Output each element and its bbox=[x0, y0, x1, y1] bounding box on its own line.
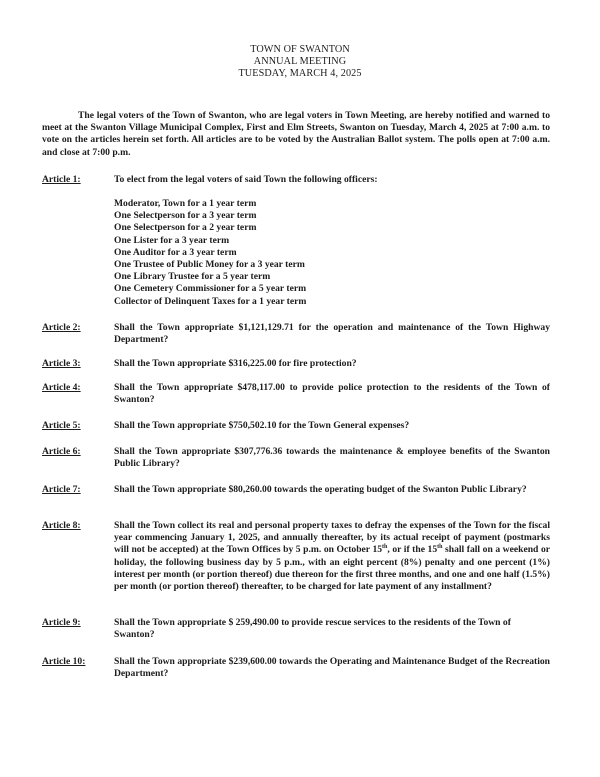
article-text-part: , or if the 15 bbox=[387, 544, 438, 556]
article-label: Article 3: bbox=[42, 358, 81, 369]
article-label: Article 10: bbox=[42, 656, 86, 667]
officer-item: One Selectperson for a 3 year term bbox=[114, 210, 257, 222]
ordinal-suffix: th bbox=[382, 544, 388, 551]
article-text: Shall the Town appropriate $307,776.36 towards the maintenance & employee benefits of the Swanton Public Library? bbox=[114, 446, 550, 470]
article-text-part: Shall the Town collect its real and personal property taxes to defray the expenses of the Town for the fiscal year commencing January 1, 2025, and annually thereafter, by its actual receipt of payment (postmarks will not be accepted) at the Town Offices by 5 p.m. on October 15 bbox=[114, 520, 550, 556]
article-label: Article 1: bbox=[42, 174, 81, 185]
article-label: Article 5: bbox=[42, 420, 81, 431]
article-text: Shall the Town appropriate $750,502.10 for the Town General expenses? bbox=[114, 420, 410, 431]
officer-item: One Lister for a 3 year term bbox=[114, 234, 230, 246]
officer-item: Moderator, Town for a 1 year term bbox=[114, 198, 257, 209]
article-label: Article 4: bbox=[42, 382, 81, 393]
officer-list bbox=[114, 198, 306, 308]
article-label: Article 7: bbox=[42, 484, 81, 495]
article-text: Shall the Town appropriate $478,117.00 to provide police protection to the residents of the Town of Swanton? bbox=[114, 382, 550, 406]
header-meeting: ANNUAL MEETING bbox=[253, 56, 347, 67]
article-text: Shall the Town appropriate $1,121,129.71 for the operation and maintenance of the Town Highway Department? bbox=[114, 322, 550, 346]
article-label: Article 8: bbox=[42, 520, 81, 531]
officer-item: One Auditor for a 3 year term bbox=[114, 246, 237, 258]
article-text-part: shall fall on a weekend or holiday, the following business day by 5 p.m., with an eight percent (8%) penalty and one percent (1%) interest per month (or portion thereof) due thereon for the first three months, and one and one half (1.5%) per month (or portion thereof) thereafter, to be charged for late payment of any installment? bbox=[114, 544, 550, 593]
header-date: TUESDAY, MARCH 4, 2025 bbox=[238, 68, 362, 79]
officer-item: One Trustee of Public Money for a 3 year term bbox=[114, 259, 305, 271]
article-label: Article 6: bbox=[42, 446, 81, 457]
officer-item: One Cemetery Commissioner for a 5 year term bbox=[114, 283, 307, 295]
document-header bbox=[0, 44, 600, 80]
article-label: Article 9: bbox=[42, 617, 81, 628]
officer-item: Collector of Delinquent Taxes for a 1 year term bbox=[114, 295, 307, 307]
article-text: Shall the Town appropriate $80,260.00 towards the operating budget of the Swanton Public Library? bbox=[114, 484, 527, 495]
officer-item: One Library Trustee for a 5 year term bbox=[114, 271, 271, 283]
article-text: Shall the Town appropriate $316,225.00 for fire protection? bbox=[114, 358, 357, 369]
intro-paragraph: The legal voters of the Town of Swanton, who are legal voters in Town Meeting, are hereby notified and warned to meet at the Swanton Village Municipal Complex, First and Elm Streets, Swanton on Tuesday, March 4, 2025 at 7:00 a.m. to vote on the articles herein set forth. All articles are to be voted by the Australian Ballot system. The polls open at 7:00 a.m. and close at 7:00 p.m. bbox=[42, 110, 550, 158]
article-text bbox=[114, 520, 550, 593]
article-label: Article 2: bbox=[42, 322, 81, 333]
header-town: TOWN OF SWANTON bbox=[250, 44, 350, 55]
article-text: Shall the Town appropriate $239,600.00 towards the Operating and Maintenance Budget of the Recreation Department? bbox=[114, 656, 550, 680]
officer-item: One Selectperson for a 2 year term bbox=[114, 222, 257, 234]
article-text: To elect from the legal voters of said Town the following officers: bbox=[114, 174, 378, 185]
article-text: Shall the Town appropriate $ 259,490.00 to provide rescue services to the residents of the Town of Swanton? bbox=[114, 617, 511, 641]
ordinal-suffix: th bbox=[437, 544, 443, 551]
